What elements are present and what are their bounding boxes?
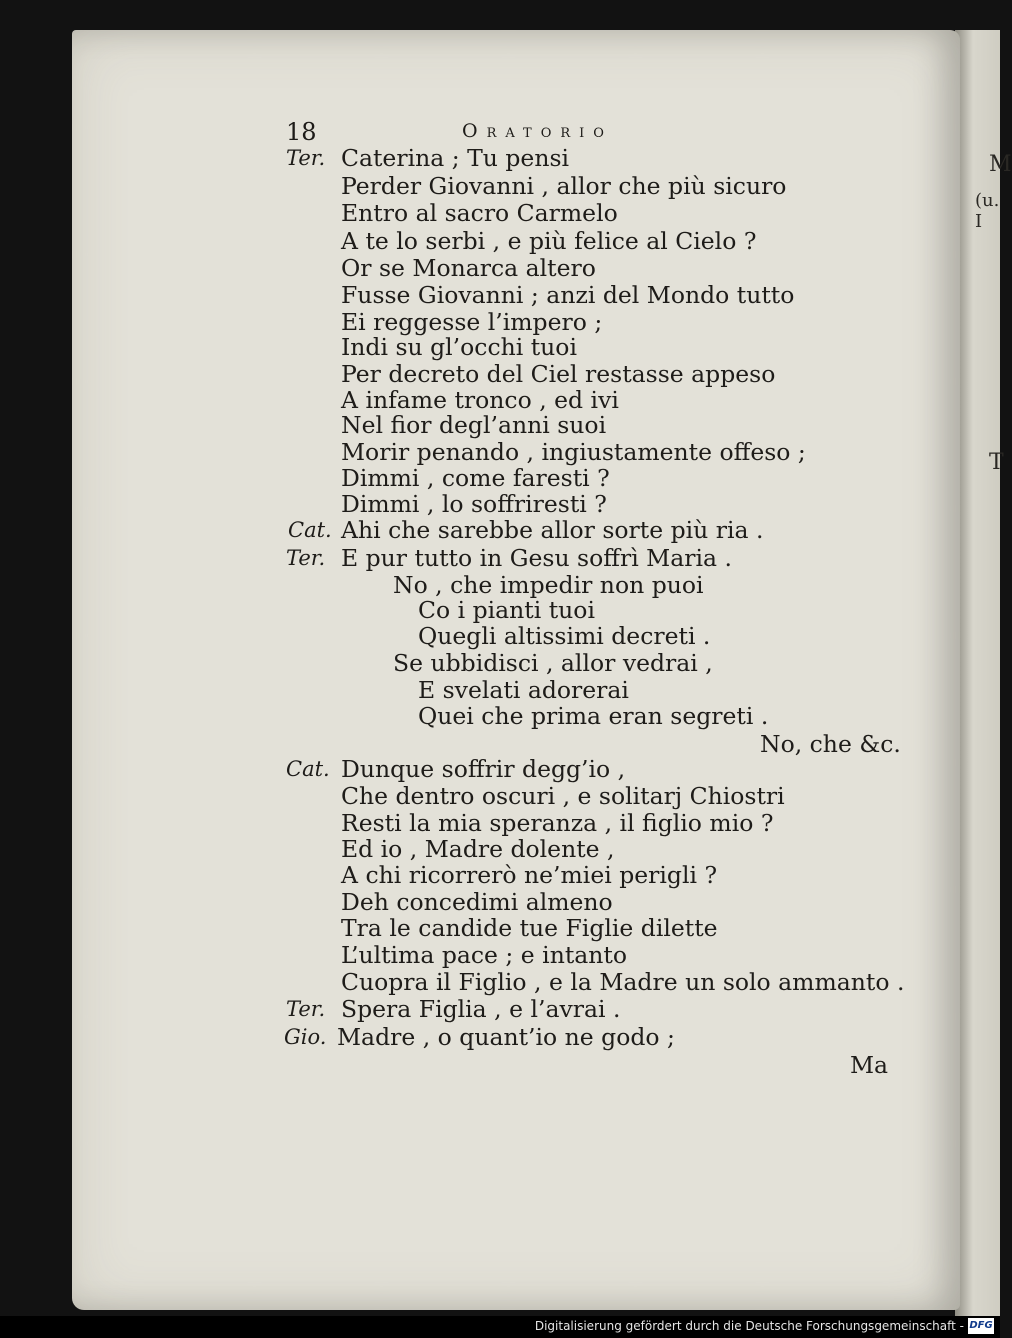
adjacent-page-edge <box>955 30 1012 1320</box>
verse-line: Indi su gl’occhi tuoi <box>341 333 577 361</box>
next-page-fragment: (u. I <box>975 190 1000 232</box>
verse-line: L’ultima pace ; e intanto <box>341 941 628 969</box>
speaker-label: Ter. <box>286 546 326 570</box>
verse-line: Nel fior degl’anni suoi <box>341 411 607 439</box>
footer-bar <box>0 1316 1000 1338</box>
verse-line: Quegli altissimi decreti . <box>418 622 711 650</box>
speaker-label: Ter. <box>286 146 326 170</box>
verse-line: Or se Monarca altero <box>341 254 596 282</box>
verse-line: Per decreto del Ciel restasse appeso <box>341 360 776 388</box>
verse-line: Caterina ; Tu pensi <box>341 144 570 172</box>
verse-line: Co i pianti tuoi <box>418 596 595 624</box>
verse-line: Resti la mia speranza , il figlio mio ? <box>341 809 774 837</box>
verse-line: A chi ricorrerò ne’miei perigli ? <box>341 861 718 889</box>
verse-line: Ahi che sarebbe allor sorte più ria . <box>341 516 764 544</box>
refrain-cue: No, che &c. <box>760 730 901 758</box>
page-number: 18 <box>286 118 317 146</box>
verse-line: Ei reggesse l’impero ; <box>341 308 603 336</box>
next-page-fragment: T <box>989 450 1004 475</box>
running-head: Oratorio <box>462 120 613 142</box>
speaker-label: Gio. <box>284 1025 327 1049</box>
speaker-label: Ter. <box>286 997 326 1021</box>
funding-notice: Digitalisierung gefördert durch die Deutsche Forschungsgemeinschaft - <box>534 1319 964 1333</box>
verse-line: Fusse Giovanni ; anzi del Mondo tutto <box>341 281 795 309</box>
verse-line: A infame tronco , ed ivi <box>341 386 619 414</box>
verse-line: No , che impedir non puoi <box>393 571 704 599</box>
dfg-logo: DFG <box>968 1318 994 1334</box>
verse-line: Dimmi , come faresti ? <box>341 464 610 492</box>
verse-line: Entro al sacro Carmelo <box>341 199 618 227</box>
catchword: Ma <box>850 1051 889 1079</box>
verse-line: Quei che prima eran segreti . <box>418 702 769 730</box>
verse-line: Tra le candide tue Figlie dilette <box>341 914 718 942</box>
verse-line: Cuopra il Figlio , e la Madre un solo ammanto . <box>341 968 905 996</box>
verse-line: Se ubbidisci , allor vedrai , <box>393 649 713 677</box>
verse-line: Madre , o quant’io ne godo ; <box>337 1023 675 1051</box>
verse-line: Che dentro oscuri , e solitarj Chiostri <box>341 782 785 810</box>
verse-line: Ed io , Madre dolente , <box>341 835 615 863</box>
speaker-label: Cat. <box>288 518 332 542</box>
verse-line: Deh concedimi almeno <box>341 888 613 916</box>
verse-line: Dunque soffrir degg’io , <box>341 755 626 783</box>
verse-line: Spera Figlia , e l’avrai . <box>341 995 621 1023</box>
verse-line: E pur tutto in Gesu soffrì Maria . <box>341 544 732 572</box>
next-page-fragment: M <box>989 152 1012 177</box>
verse-line: Morir penando , ingiustamente offeso ; <box>341 438 806 466</box>
verse-line: Perder Giovanni , allor che più sicuro <box>341 172 787 200</box>
verse-line: Dimmi , lo soffriresti ? <box>341 490 607 518</box>
speaker-label: Cat. <box>286 757 330 781</box>
verse-line: A te lo serbi , e più felice al Cielo ? <box>341 227 757 255</box>
verse-line: E svelati adorerai <box>418 676 629 704</box>
